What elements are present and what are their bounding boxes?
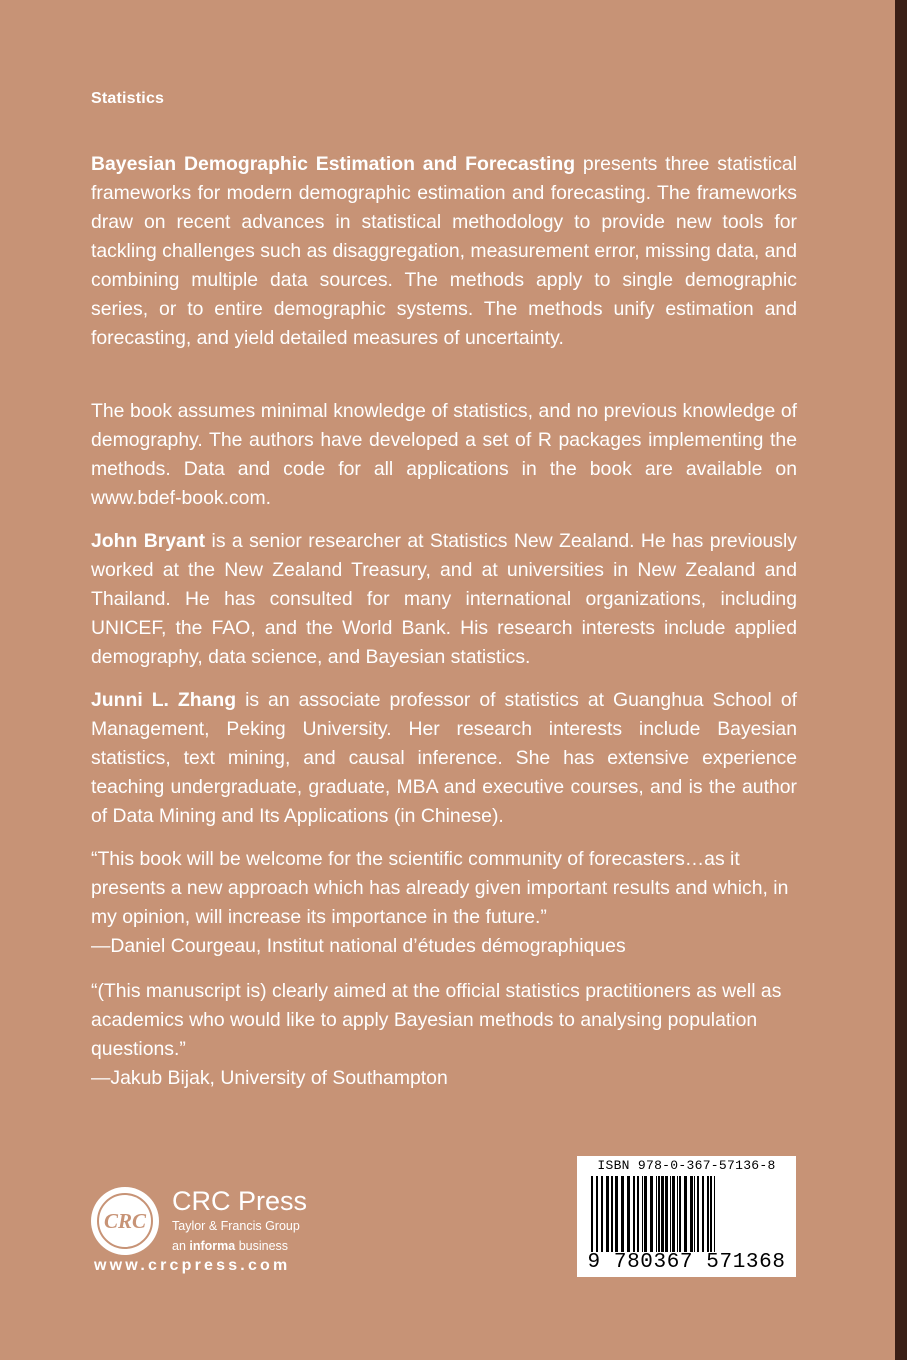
barcode-bar (644, 1176, 647, 1252)
barcode-bar (672, 1176, 675, 1252)
audience-paragraph (91, 397, 797, 513)
crc-logo-icon (90, 1186, 160, 1256)
barcode-bar (591, 1176, 593, 1252)
publisher-logo (90, 1186, 322, 1281)
publisher-name: CRC Press (172, 1186, 308, 1216)
category-label: Statistics (91, 90, 165, 107)
author-bio-bryant (91, 527, 797, 672)
barcode-bar (642, 1176, 643, 1252)
spine-edge (895, 0, 907, 1360)
barcode-bar (596, 1176, 598, 1252)
barcode-bar (633, 1176, 635, 1252)
barcode-bar (637, 1176, 639, 1252)
isbn-label: ISBN 978-0-367-57136-8 (597, 1158, 776, 1173)
barcode-bar (690, 1176, 693, 1252)
audience-text: The book assumes minimal knowledge of statistics, and no previous knowledge of demography. The authors have developed a set of R packages implementing the methods. Data and code for all applications in the book are available on www.bdef-book.com. (91, 400, 797, 509)
author-name: Junni L. Zhang (91, 689, 237, 711)
barcode-bar (650, 1176, 653, 1252)
barcode-bar (627, 1176, 630, 1252)
barcode-bar (658, 1176, 660, 1252)
barcode-bar (601, 1176, 603, 1252)
description-paragraph (91, 150, 797, 353)
review-quote-courgeau (91, 845, 797, 961)
quote-attribution: —Jakub Bijak, University of Southampton (91, 1067, 448, 1089)
barcode-bar (656, 1176, 657, 1252)
crc-logo-text: CRC (103, 1209, 147, 1233)
barcode-bar (670, 1176, 671, 1252)
barcode-bar (697, 1176, 699, 1252)
author-name: John Bryant (91, 530, 206, 552)
barcode-bar (714, 1176, 715, 1252)
barcode-bar (694, 1176, 695, 1252)
quote-attribution: —Daniel Courgeau, Institut national d’études démographiques (91, 935, 626, 957)
barcode-bar (615, 1176, 618, 1252)
barcode-bar (684, 1176, 687, 1252)
ean-digits: 9 780367 571368 (587, 1251, 786, 1274)
barcode-bar (611, 1176, 613, 1252)
business-prefix: an (172, 1239, 190, 1253)
publisher-url: www.crcpress.com (94, 1257, 291, 1274)
barcode-bar (661, 1176, 664, 1252)
barcode-bar (679, 1176, 681, 1252)
barcode-bars (577, 1174, 796, 1254)
quote-text: “(This manuscript is) clearly aimed at the official statistics practitioners as well as academics who would like to apply Bayesian methods to analysing population questions.” (91, 980, 782, 1060)
barcode-bar (677, 1176, 678, 1252)
barcode-bar (606, 1176, 609, 1252)
review-quote-bijak (91, 977, 797, 1093)
barcode-bar (665, 1176, 668, 1252)
business-bold: informa (189, 1239, 236, 1253)
quote-text: “This book will be welcome for the scientific community of forecasters…as it presents a new approach which has already given important results and which, in my opinion, will increase its importance in the future.” (91, 848, 789, 928)
publisher-group: Taylor & Francis Group (172, 1219, 300, 1233)
business-suffix: business (235, 1239, 289, 1253)
barcode-bar (621, 1176, 624, 1252)
description-text: presents three statistical frameworks for modern demographic estimation and forecasting. The frameworks draw on recent advances in statistical methodology to provide new tools for tackling challenges such as disaggregation, measurement error, missing data, and combining multiple data sources. The methods apply to single demographic series, or to entire demographic systems. The methods unify estimation and forecasting, and yield detailed measures of uncertainty. (91, 153, 797, 349)
author-bio-text: is a senior researcher at Statistics New Zealand. He has previously worked at the New Zealand Treasury, and at universities in New Zealand and Thailand. He has consulted for many international organizations, including UNICEF, the FAO, and the World Bank. His research interests include applied demography, data science, and Bayesian statistics. (91, 530, 797, 668)
isbn-barcode (577, 1156, 796, 1277)
author-bio-text: is an associate professor of statistics at Guanghua School of Management, Peking University. Her research interests include Bayesian statistics, text mining, and causal inference. She has extensive experience teaching undergraduate, graduate, MBA and executive courses, and is the author of Data Mining and Its Applications (in Chinese). (91, 689, 797, 827)
book-title: Bayesian Demographic Estimation and Forecasting (91, 153, 576, 175)
publisher-business (172, 1239, 288, 1253)
barcode-bar (702, 1176, 704, 1252)
barcode-bar (710, 1176, 712, 1252)
author-bio-zhang (91, 686, 797, 831)
barcode-bar (707, 1176, 709, 1252)
